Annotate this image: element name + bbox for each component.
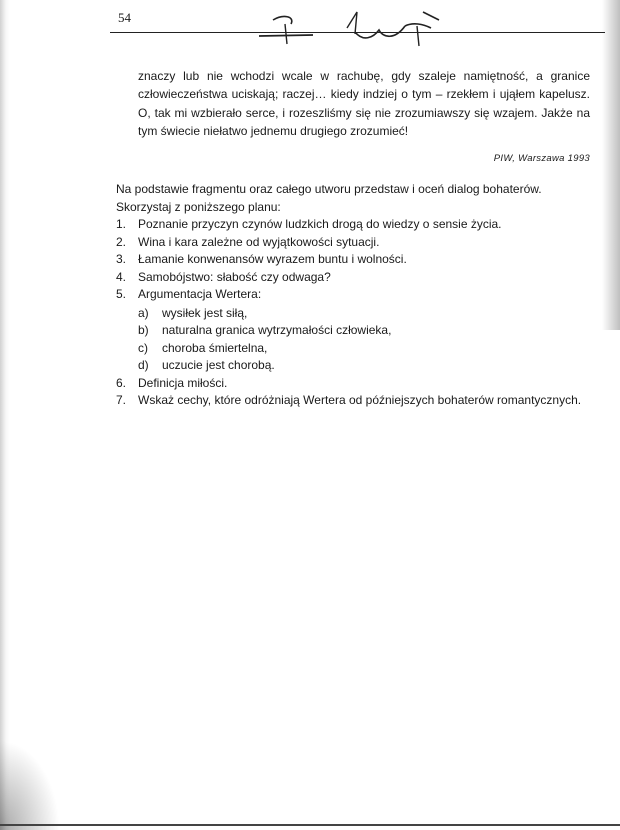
plan-list — [116, 216, 596, 410]
page-bottom-edge — [0, 824, 620, 826]
subplan-item-text: choroba śmiertelna, — [162, 340, 268, 355]
assignment-intro: Na podstawie fragmentu oraz całego utworu przedstaw i oceń dialog bohaterów. Skorzystaj z poniższego planu: — [116, 182, 542, 214]
plan-item-text: Wina i kara zależne od wyjątkowości sytuacji. — [138, 234, 380, 249]
subplan-item — [138, 340, 596, 358]
plan-item — [116, 375, 596, 393]
scan-edge-right — [602, 0, 620, 330]
plan-item — [116, 392, 596, 410]
novel-excerpt — [138, 67, 590, 140]
plan-item — [116, 216, 596, 234]
handwritten-signature — [255, 2, 445, 52]
plan-item-group — [138, 286, 596, 375]
plan-item-text: Łamanie konwenansów wyrazem buntu i wolności. — [138, 252, 407, 266]
subplan-item — [138, 357, 596, 375]
assignment — [116, 181, 596, 410]
plan-item — [116, 251, 596, 269]
plan-item-text: Argumentacja Wertera: — [138, 287, 262, 301]
plan-item — [116, 286, 596, 375]
plan-item-number: 3. — [116, 252, 127, 266]
subplan-item-text: naturalna granica wytrzymałości człowieka, — [162, 323, 392, 337]
subplan-item-letter: a) — [138, 305, 149, 320]
subplan-item-letter: b) — [138, 323, 149, 337]
excerpt-text: znaczy lub nie wchodzi wcale w rachubę, gdy szaleje namiętność, a granice człowieczeństwa uciskają; raczej… kiedy indziej o tym – rzekłem i ująłem kapelusz. O, tak mi wzbierało serce, i rozeszliśmy się nie zrozumiawszy się wzajem. Jakże na tym świecie niełatwo jednemu drugiego zrozumieć! — [138, 69, 590, 138]
subplan-item — [138, 305, 596, 323]
plan-item-text: Wskaż cechy, które odróżniają Wertera od późniejszych bohaterów romantycznych. — [138, 393, 582, 407]
plan-item — [116, 234, 596, 252]
plan-item — [116, 269, 596, 287]
scan-edge-left — [0, 0, 10, 830]
plan-item-number: 5. — [116, 287, 127, 301]
subplan-item-letter: c) — [138, 340, 148, 355]
plan-item-text: Samobójstwo: słabość czy odwaga? — [138, 269, 331, 284]
plan-item-number: 1. — [116, 217, 127, 231]
plan-item-number: 6. — [116, 375, 127, 390]
plan-item-number: 7. — [116, 393, 127, 407]
subplan-list — [138, 305, 596, 375]
plan-item-number: 2. — [116, 234, 127, 249]
plan-item-number: 4. — [116, 269, 127, 284]
plan-item-text: Poznanie przyczyn czynów ludzkich drogą do wiedzy o sensie życia. — [138, 217, 502, 231]
subplan-item-text: wysiłek jest siłą, — [162, 305, 248, 320]
page-number: 54 — [118, 10, 131, 25]
scan-shadow — [0, 740, 60, 830]
source-citation: PIW, Warszawa 1993 — [493, 153, 590, 164]
subplan-item-text: uczucie jest chorobą. — [162, 358, 275, 372]
subplan-item-letter: d) — [138, 358, 149, 372]
plan-item-text: Definicja miłości. — [138, 375, 228, 390]
subplan-item — [138, 322, 596, 340]
